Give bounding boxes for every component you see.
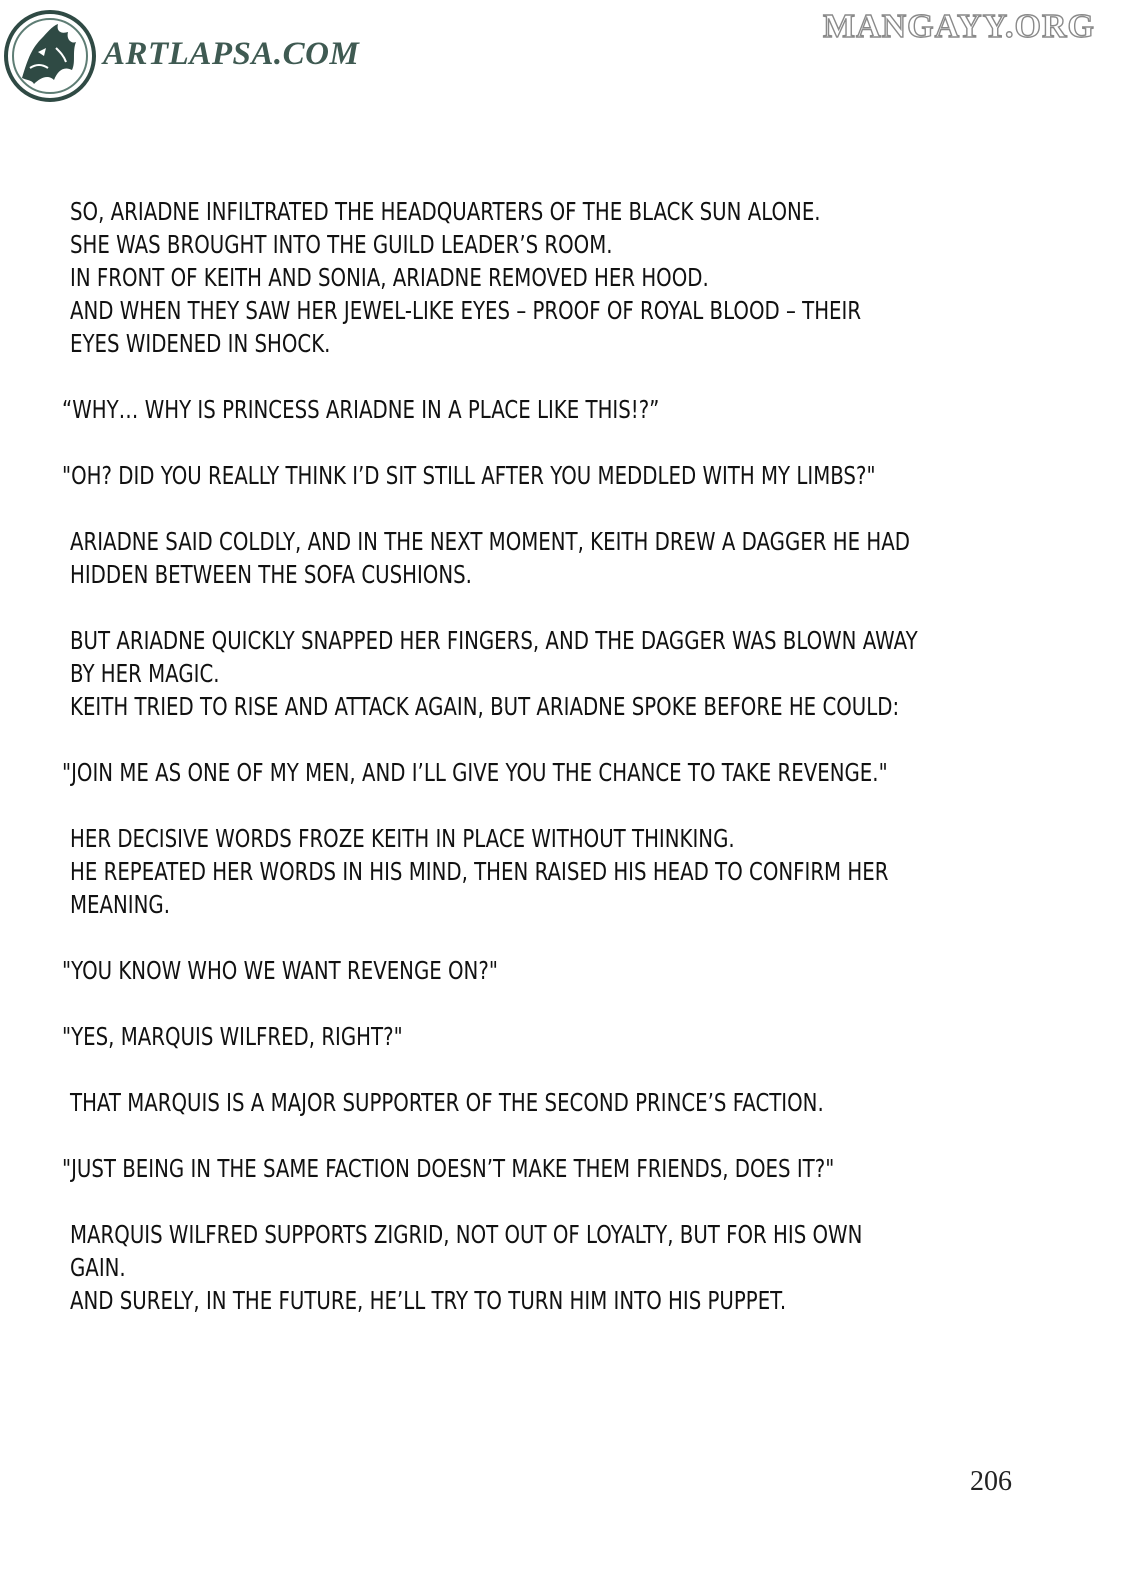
text-line: SO, ARIADNE INFILTRATED THE HEADQUARTERS OF THE BLACK SUN ALONE. <box>70 197 821 226</box>
dialogue-line: "YOU KNOW WHO WE WANT REVENGE ON?" <box>62 956 498 985</box>
text-line: MEANING. <box>70 890 170 919</box>
text-line: GAIN. <box>70 1253 126 1282</box>
text-line: AND SURELY, IN THE FUTURE, HE’LL TRY TO TURN HIM INTO HIS PUPPET. <box>70 1286 787 1315</box>
site-name: ARTLAPSA.COM <box>103 36 360 72</box>
dialogue-line: "JOIN ME AS ONE OF MY MEN, AND I’LL GIVE YOU THE CHANCE TO TAKE REVENGE." <box>62 758 888 787</box>
dialogue-line: “WHY… WHY IS PRINCESS ARIADNE IN A PLACE LIKE THIS!?” <box>62 395 660 424</box>
text-line: IN FRONT OF KEITH AND SONIA, ARIADNE REMOVED HER HOOD. <box>70 263 709 292</box>
text-line: BY HER MAGIC. <box>70 659 220 688</box>
text-line: KEITH TRIED TO RISE AND ATTACK AGAIN, BUT ARIADNE SPOKE BEFORE HE COULD: <box>70 692 900 721</box>
text-line: THAT MARQUIS IS A MAJOR SUPPORTER OF THE SECOND PRINCE’S FACTION. <box>70 1088 824 1117</box>
text-line: ARIADNE SAID COLDLY, AND IN THE NEXT MOMENT, KEITH DREW A DAGGER HE HAD <box>70 527 910 556</box>
text-line: AND WHEN THEY SAW HER JEWEL-LIKE EYES – PROOF OF ROYAL BLOOD – THEIR <box>70 296 862 325</box>
text-line: MARQUIS WILFRED SUPPORTS ZIGRID, NOT OUT OF LOYALTY, BUT FOR HIS OWN <box>70 1220 863 1249</box>
dialogue-line: "YES, MARQUIS WILFRED, RIGHT?" <box>62 1022 403 1051</box>
text-line: SHE WAS BROUGHT INTO THE GUILD LEADER’S ROOM. <box>70 230 613 259</box>
text-line: EYES WIDENED IN SHOCK. <box>70 329 331 358</box>
dialogue-line: "OH? DID YOU REALLY THINK I’D SIT STILL AFTER YOU MEDDLED WITH MY LIMBS?" <box>62 461 876 490</box>
wolf-emblem-icon <box>2 8 98 104</box>
text-line: BUT ARIADNE QUICKLY SNAPPED HER FINGERS, AND THE DAGGER WAS BLOWN AWAY <box>70 626 918 655</box>
watermark: MANGAYY.ORG <box>822 8 1095 45</box>
text-line: HER DECISIVE WORDS FROZE KEITH IN PLACE WITHOUT THINKING. <box>70 824 735 853</box>
text-line: HE REPEATED HER WORDS IN HIS MIND, THEN RAISED HIS HEAD TO CONFIRM HER <box>70 857 889 886</box>
dialogue-line: "JUST BEING IN THE SAME FACTION DOESN’T MAKE THEM FRIENDS, DOES IT?" <box>62 1154 835 1183</box>
text-line: HIDDEN BETWEEN THE SOFA CUSHIONS. <box>70 560 472 589</box>
page-number: 206 <box>970 1466 1012 1497</box>
